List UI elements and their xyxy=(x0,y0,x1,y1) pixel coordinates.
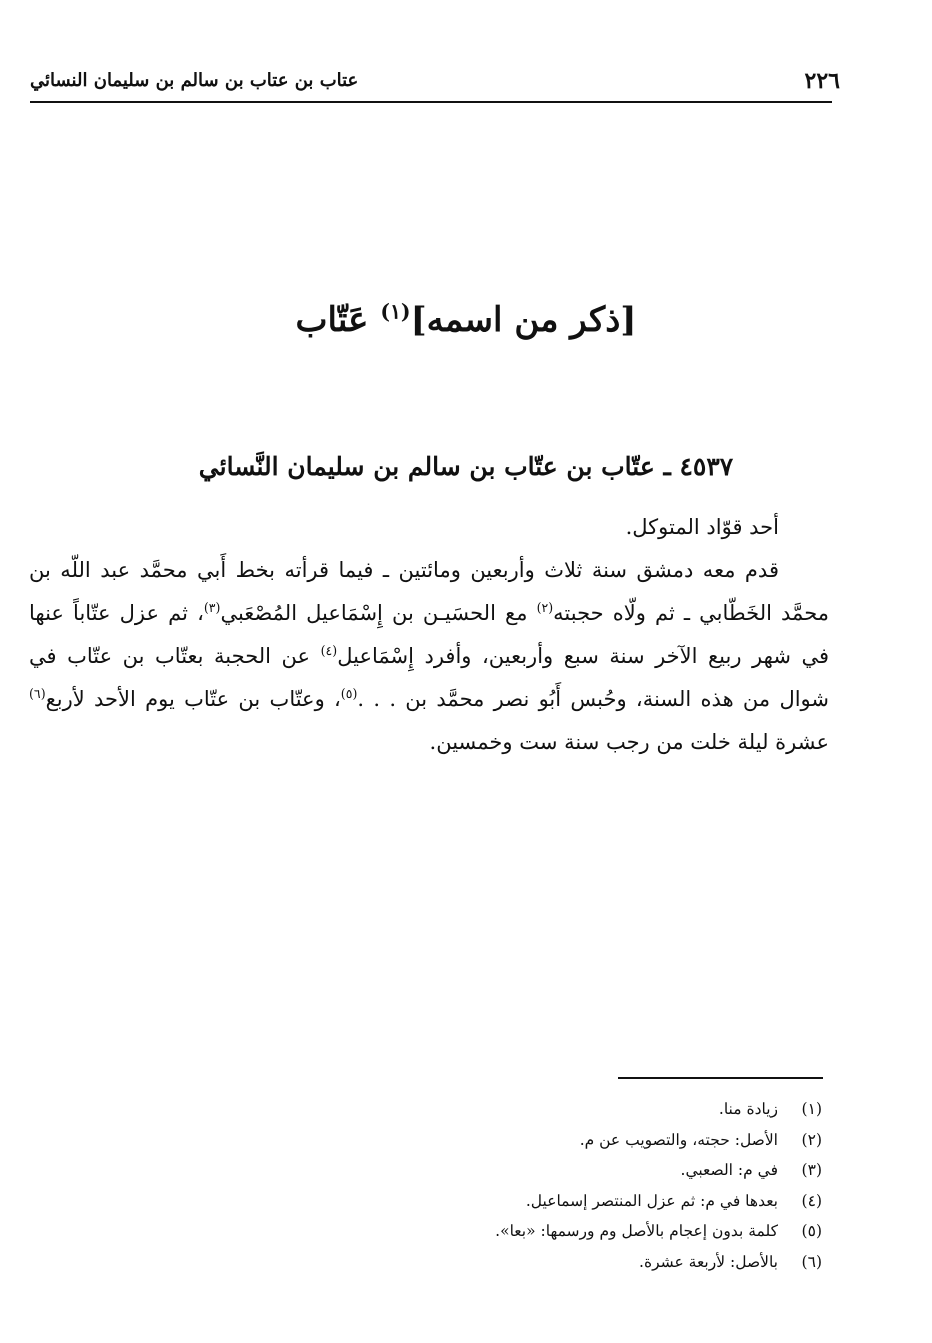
footnote-item xyxy=(202,1155,822,1186)
footnote-number: (٤) xyxy=(801,1191,822,1210)
body-text-segment: عشرة ليلة خلت من رجب سنة ست وخمسين. xyxy=(429,730,829,754)
footnote-ref-3[interactable]: (٣) xyxy=(203,600,221,615)
body-text-segment: ، ثم عزل عتّاباً عنها في شهر ربيع الآخر سنة سبع وأربعين، وأفرد إِسْمَاعيل xyxy=(29,601,829,668)
footnote-number: (٥) xyxy=(801,1222,822,1240)
footnote-text: زيادة منا. xyxy=(718,1100,778,1118)
footnote-rule xyxy=(618,1077,823,1079)
footnotes-list xyxy=(202,1094,822,1277)
footnote-text: كلمة بدون إعجام بالأصل وم ورسمها: «بعا». xyxy=(495,1222,778,1240)
footnote-item xyxy=(202,1247,822,1278)
body-line-1: أحد قوّاد المتوكل. xyxy=(625,515,779,539)
section-title-name: عَتّاب xyxy=(295,300,381,340)
page-number: ٢٢٦ xyxy=(804,68,840,94)
footnote-text: بالأصل: لأربعة عشرة. xyxy=(639,1252,778,1271)
body-text-segment: مع الحسَيـن بن إِسْمَاعيل المُصْعَبي xyxy=(220,601,537,625)
footnote-item xyxy=(202,1216,822,1247)
footnote-ref-5[interactable]: (٥) xyxy=(340,686,358,701)
footnote-ref-6[interactable]: (٦) xyxy=(29,686,46,701)
section-title xyxy=(0,300,932,340)
body-text-segment: عن الحجبة بعتّاب بن عتّاب في شوال من هذه السنة، وحُبس أَبُو نصر محمَّد بن . . . xyxy=(29,644,829,711)
footnote-item xyxy=(202,1094,822,1125)
footnote-ref-1[interactable]: (١) xyxy=(380,299,411,324)
footnote-number: (١) xyxy=(801,1100,822,1118)
footnote-item xyxy=(202,1186,822,1217)
entry-body xyxy=(29,506,829,764)
footnote-item xyxy=(202,1125,822,1156)
footnote-text: في م: الصعبي. xyxy=(680,1161,778,1179)
body-paragraph-2 xyxy=(29,549,829,764)
footnote-number: (٦) xyxy=(801,1252,822,1271)
entry-title: ٤٥٣٧ ـ عتّاب بن عتّاب بن سالم بن سليمان النَّسائي xyxy=(198,452,734,481)
header-rule xyxy=(30,101,832,103)
footnote-number: (٢) xyxy=(801,1130,822,1149)
body-text-segment: ، وعتّاب بن عتّاب يوم الأحد لأربع xyxy=(45,687,341,711)
footnote-ref-2[interactable]: (٢) xyxy=(536,600,554,615)
running-header-title: عتاب بن عتاب بن سالم بن سليمان النسائي xyxy=(30,70,359,91)
footnote-number: (٣) xyxy=(801,1161,822,1179)
body-text-segment: قدم معه دمشق سنة ثلاث وأربعين ومائتين ـ فيما قرأته بخط أَبي محمَّد عبد اللّه بن محمَّد الخَطّابي ـ ثم ولّاه حجبته xyxy=(29,558,829,625)
footnote-text: الأصل: حجته، والتصويب عن م. xyxy=(579,1130,778,1149)
section-title-prefix: [ذكر من اسمه] xyxy=(410,300,637,340)
footnote-text: بعدها في م: ثم عزل المنتصر إسماعيل. xyxy=(525,1191,778,1210)
footnote-ref-4[interactable]: (٤) xyxy=(320,643,338,658)
